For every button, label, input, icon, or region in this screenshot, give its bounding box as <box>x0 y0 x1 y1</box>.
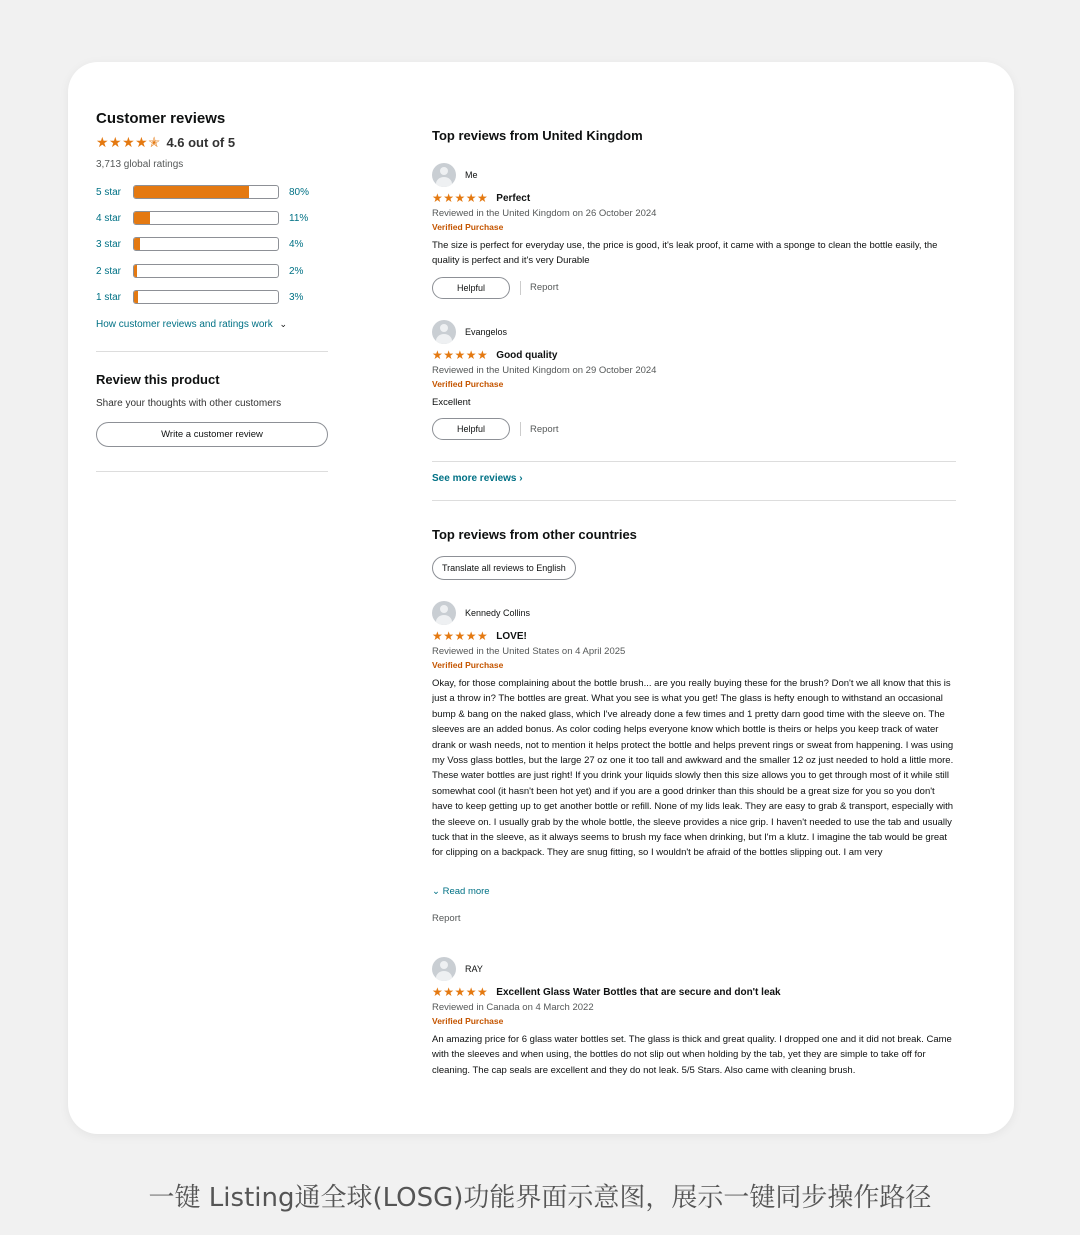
histogram-row-3-star[interactable] <box>96 235 328 253</box>
review-stars-icon[interactable]: ★★★★★ <box>432 985 489 999</box>
histogram-row-1-star[interactable] <box>96 288 328 306</box>
read-more-link[interactable]: ⌄ Read more <box>432 886 490 897</box>
helpful-button[interactable]: Helpful <box>432 277 510 299</box>
review-meta: Reviewed in the United Kingdom on 26 October 2024 <box>432 208 657 219</box>
histogram-fill <box>134 238 140 250</box>
how-reviews-work-label: How customer reviews and ratings work <box>96 319 273 330</box>
verified-purchase-badge: Verified Purchase <box>432 222 504 232</box>
average-rating-row[interactable] <box>96 134 235 151</box>
histogram-fill <box>134 291 138 303</box>
other-countries-reviews-title: Top reviews from other countries <box>432 527 637 542</box>
write-review-button[interactable]: Write a customer review <box>96 422 328 447</box>
reviewer-name[interactable]: Me <box>465 170 478 180</box>
histogram-percent[interactable]: 4% <box>289 238 304 250</box>
reviewer-name[interactable]: Evangelos <box>465 327 508 337</box>
review-stars-icon[interactable]: ★★★★★ <box>432 348 489 362</box>
report-link[interactable]: Report <box>432 913 461 924</box>
histogram-bar[interactable] <box>133 237 279 251</box>
translate-reviews-button[interactable]: Translate all reviews to English <box>432 556 576 580</box>
histogram-bar[interactable] <box>133 264 279 278</box>
reviewer-name[interactable]: RAY <box>465 964 483 974</box>
review-item <box>432 163 956 299</box>
divider <box>520 281 521 295</box>
review-title[interactable]: Perfect <box>496 192 531 204</box>
review-title[interactable]: Good quality <box>496 349 558 361</box>
divider <box>432 461 956 462</box>
review-stars-icon[interactable]: ★★★★★ <box>432 629 489 643</box>
review-title[interactable]: LOVE! <box>496 630 527 642</box>
histogram-fill <box>134 265 137 277</box>
divider <box>432 500 956 501</box>
histogram-label[interactable]: 1 star <box>96 291 122 303</box>
verified-purchase-badge: Verified Purchase <box>432 379 504 389</box>
figure-caption: 一键 Listing通全球(LOSG)功能界面示意图，展示一键同步操作路径 <box>148 1183 932 1213</box>
histogram-percent[interactable]: 3% <box>289 291 304 303</box>
review-meta: Reviewed in the United States on 4 April 2025 <box>432 646 626 657</box>
histogram-label[interactable]: 2 star <box>96 265 122 277</box>
global-ratings-count: 3,713 global ratings <box>96 159 184 170</box>
divider <box>96 471 328 472</box>
reviews-card <box>68 62 1014 1134</box>
divider <box>96 351 328 352</box>
review-title[interactable]: Excellent Glass Water Bottles that are secure and don't leak <box>496 986 781 998</box>
review-stars-icon[interactable]: ★★★★★ <box>432 191 489 205</box>
histogram-percent[interactable]: 80% <box>289 186 310 198</box>
average-rating-text: 4.6 out of 5 <box>166 135 236 150</box>
review-item <box>432 601 956 924</box>
avatar-icon[interactable] <box>432 320 456 344</box>
avatar-icon[interactable] <box>432 163 456 187</box>
histogram-bar[interactable] <box>133 290 279 304</box>
histogram-fill <box>134 212 150 224</box>
histogram-label[interactable]: 4 star <box>96 212 122 224</box>
avatar-icon[interactable] <box>432 957 456 981</box>
histogram-label[interactable]: 5 star <box>96 186 122 198</box>
review-body: Okay, for those complaining about the bottle brush... are you really buying these for the brush? Don't we all know that this is just a throw in? The bottles are great. What you see is what you get! The glass is hefty enough to withstand an occasional bump & bang on the naked glass, which I've already done a few times and 1 pretty darn good time with the sleeve on. The sleeves are an added bonus. As color coding helps everyone know which bottle is theirs or helps you keep track of water drank or wash needs, not to mention it helps protect the bottle and helps prevent rings or sweat from happening. I was using my Voss glass bottles, but the large 27 oz one it too tall and awkward and the smaller 12 oz just needed to hold a little more. These water bottles are just right! If you drink your liquids slowly then this size allows you to get through most of it while still somewhat cool (it hasn't been hot yet) and if you are a good drinker than this should be a great size for you so you don't have to keep getting up to get another bottle or refill. None of my lids leak. They are easy to grab & transport, especially with the sleeve on. I usually grab by the whole bottle, the sleeve provides a nice grip. I haven't needed to use the tab and usually tuck that in the sleeve, as it always seems to brush my face when drinking, but I'm a klutz. I imagine the tab would be great for clipping on a backpack. They are snug fitting, so I wouldn't be afraid of the bottles slipping out. I am very <box>432 676 956 884</box>
review-item <box>432 957 956 1078</box>
histogram-row-5-star[interactable] <box>96 183 328 201</box>
review-this-product-title: Review this product <box>96 372 220 387</box>
report-link[interactable]: Report <box>530 423 559 435</box>
divider <box>520 422 521 436</box>
reviewer-name[interactable]: Kennedy Collins <box>465 608 531 618</box>
review-body: Excellent <box>432 397 471 408</box>
uk-reviews-title: Top reviews from United Kingdom <box>432 128 643 143</box>
helpful-button[interactable]: Helpful <box>432 418 510 440</box>
how-reviews-work-link[interactable] <box>96 319 287 330</box>
verified-purchase-badge: Verified Purchase <box>432 660 504 670</box>
average-rating-stars-icon: ★★★★✭ <box>96 134 161 150</box>
review-body: An amazing price for 6 glass water bottles set. The glass is thick and great quality. I dropped one and it did not break. Came with the sleeves and when using, the bottles do not slip out when holding by the tab, yet they are simple to take off for cleaning. The cap seals are excellent and they do not leak. 5/5 Stars. Also came with cleaning brush. <box>432 1034 952 1076</box>
histogram-bar[interactable] <box>133 211 279 225</box>
chevron-down-icon: ⌄ <box>279 319 288 329</box>
review-this-product-subtitle: Share your thoughts with other customers <box>96 398 282 409</box>
review-item <box>432 320 956 440</box>
histogram-bar[interactable] <box>133 185 279 199</box>
review-body: The size is perfect for everyday use, the price is good, it's leak proof, it came with a sponge to clean the bottle easily, the quality is perfect and it's very Durable <box>432 240 938 267</box>
review-meta: Reviewed in the United Kingdom on 29 October 2024 <box>432 365 657 376</box>
verified-purchase-badge: Verified Purchase <box>432 1016 504 1026</box>
review-meta: Reviewed in Canada on 4 March 2022 <box>432 1002 594 1013</box>
histogram-row-4-star[interactable] <box>96 209 328 227</box>
histogram-row-2-star[interactable] <box>96 262 328 280</box>
histogram-label[interactable]: 3 star <box>96 238 122 250</box>
histogram-percent[interactable]: 11% <box>289 212 309 224</box>
customer-reviews-title: Customer reviews <box>96 110 226 127</box>
histogram-percent[interactable]: 2% <box>289 265 304 277</box>
histogram-fill <box>134 186 249 198</box>
see-more-reviews-link[interactable]: See more reviews › <box>432 473 523 484</box>
report-link[interactable]: Report <box>530 282 559 294</box>
avatar-icon[interactable] <box>432 601 456 625</box>
